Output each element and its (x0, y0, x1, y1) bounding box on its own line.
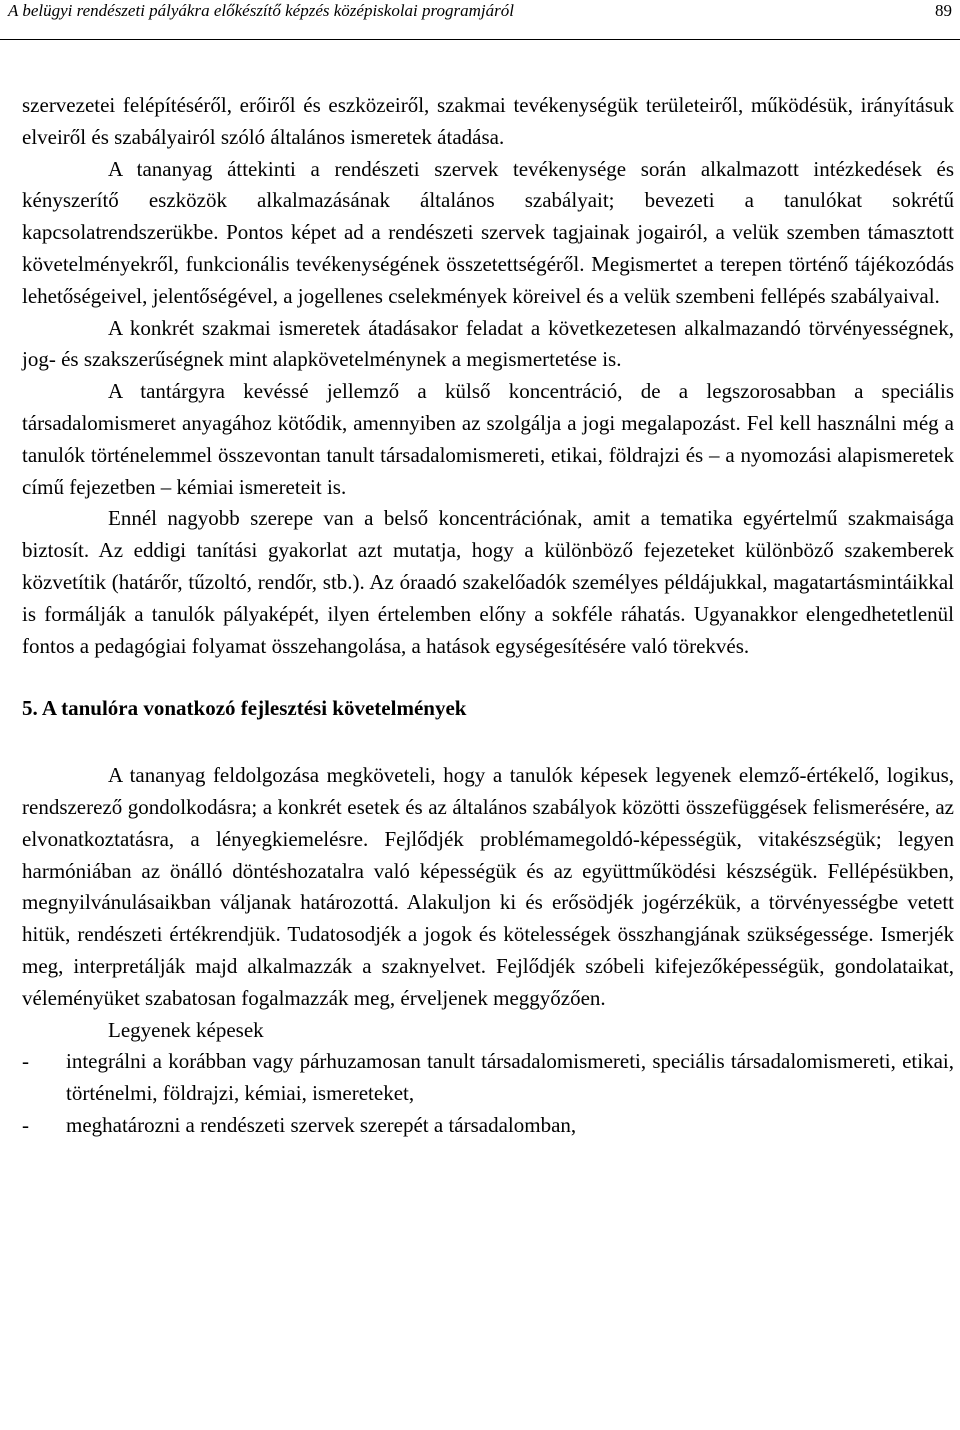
list-item-text: meghatározni a rendészeti szervek szerepét a társadalomban, (66, 1112, 577, 1137)
list-item-text: integrálni a korábban vagy párhuzamosan tanult társadalomismereti, speciális társadalomismereti, etikai, történelmi, földrajzi, kémiai, ismereteket, (66, 1049, 954, 1106)
page-body (22, 90, 954, 1142)
page-header (0, 0, 960, 40)
list-marker: - (22, 1112, 29, 1137)
list-marker: - (22, 1049, 29, 1074)
section-heading: 5. A tanulóra vonatkozó fejlesztési követelmények (22, 696, 467, 721)
bullet-list (22, 1046, 954, 1141)
paragraph: A tananyag áttekinti a rendészeti szervek tevékenysége során alkalmazott intézkedések és kényszerítő eszközök alkalmazásának általános szabályait; bevezeti a tanulókat sokrétű kapcsolatrendszerükbe. Pontos képet ad a rendészeti szervek tagjainak jogairól, a velük szemben támasztott követelményekről, funkcionális tevékenységének összetettségéről. Megismertet a terepen történő tájékozódás lehetőségeivel, jelentőségével, a jogellenes cselekmények köreivel és a velük szembeni fellépés szabályaival. (22, 156, 954, 308)
page-number: 89 (935, 1, 952, 20)
list-item (22, 1110, 954, 1142)
paragraph: Ennél nagyobb szerepe van a belső koncentrációnak, amit a tematika egyértelmű szakmaisága biztosít. Az eddigi tanítási gyakorlat azt mutatja, hogy a különböző fejezeteket különböző szakemberek közvetítik (határőr, tűzoltó, rendőr, stb.). Az óraadó szakelőadók személyes példájukkal, magatartásmintáikkal is formálják a tanulók pályaképét, ilyen értelemben előny a sokféle ráhatás. Ugyanakkor elengedhetetlenül fontos a pedagógiai folyamat összehangolása, a hatások egységesítésére való törekvés. (22, 506, 954, 658)
paragraph-continuation: szervezetei felépítéséről, erőiről és eszközeiről, szakmai tevékenységük területeiről, működésük, irányításuk elveiről és szabályairól szóló általános ismeretek átadása. (22, 93, 954, 149)
list-intro: Legyenek képesek (108, 1017, 264, 1042)
header-rule (0, 39, 960, 40)
list-item (22, 1046, 954, 1110)
section-paragraph: A tananyag feldolgozása megköveteli, hogy a tanulók képesek legyenek elemző-értékelő, logikus, rendszerező gondolkodásra; a konkrét esetek és az általános szabályok közötti összefüggések felismerésére, az elvonatkoztatásra, a lényegkiemelésre. Fejlődjék problémamegoldó-képességük, vitakészségük; legyen harmóniában az önálló döntéshozatalra való képességük és az együttműködési készségük. Fellépésükben, megnyilvánulásaikban váljanak határozottá. Alakuljon ki és erősödjék jogérzékük, a törvényességbe vetett hitük, rendészeti értékrendjük. Tudatosodjék a jogok és kötelességek összhangjának szükségessége. Ismerjék meg, interpretálják majd alkalmazzák a szaknyelvet. Fejlődjék szóbeli kifejezőképességük, gondolataikat, véleményüket szabatosan fogalmazzák meg, érveljenek meggyőzően. (22, 763, 954, 1010)
running-header-title: A belügyi rendészeti pályákra előkészítő képzés középiskolai programjáról (8, 1, 514, 20)
paragraph: A konkrét szakmai ismeretek átadásakor feladat a következetesen alkalmazandó törvényességnek, jog- és szakszerűségnek mint alapkövetelménynek a megismertetése is. (22, 315, 954, 372)
paragraph: A tantárgyra kevéssé jellemző a külső koncentráció, de a legszorosabban a speciális társadalomismeret anyagához kötődik, amennyiben az szolgálja a jogi megalapozást. Fel kell használni még a tanulók történelemmel összevontan tanult társadalomismereti, etikai, földrajzi és – a nyomozási alapismeretek című fejezetben – kémiai ismereteit is. (22, 379, 954, 499)
